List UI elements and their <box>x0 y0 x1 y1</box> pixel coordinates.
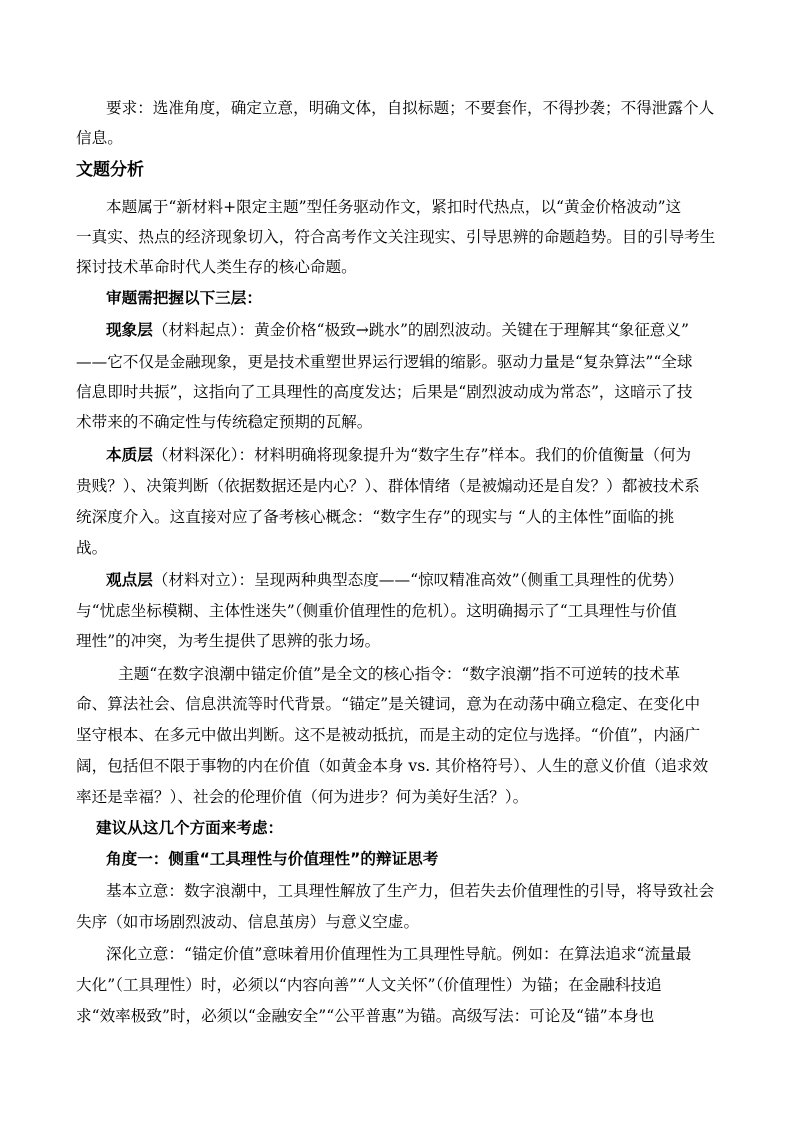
suggest-title <box>96 818 283 838</box>
angle1-deep-line-2: 大化”（工具理性）时，必须以“内容向善”“人文关怀”（价值理性）为锚；在金融科技追 <box>76 976 662 994</box>
theme-line-1: 主题“在数字浪潮中锚定价值”是全文的核心指令：“数字浪潮”指不可逆转的技术革 <box>118 665 681 683</box>
requirement-line-2: 信息。 <box>76 129 123 147</box>
layers-title-text: 审题需把握以下三层： <box>106 289 262 307</box>
angle1-basic-line-1: 基本立意：数字浪潮中，工具理性解放了生产力，但若失去价值理性的引导，将导致社会 <box>106 882 715 900</box>
layer2-line-4: 战。 <box>76 539 108 557</box>
layer2-line-2: 贵贱？）、决策判断（依据数据还是内心？）、群体情绪（是被煽动还是自发？）都被技术系 <box>76 477 700 495</box>
section-title: 文题分析 <box>76 160 144 180</box>
layer3-line-3: 理性”的冲突，为考生提供了思辨的张力场。 <box>76 632 381 650</box>
layer1-text-1: （材料起点）：黄金价格“极致→跳水”的剧烈波动。关键在于理解其“象征意义” <box>152 321 689 339</box>
angle1-title-text: 角度一：侧重“工具理性与价值理性”的辩证思考 <box>106 850 439 868</box>
layer1-line-3: 信息即时共振”，这指向了工具理性的高度发达；后果是“剧烈波动成为常态”，这暗示了技 <box>76 383 693 401</box>
angle1-deep-line-1: 深化立意：“锚定价值”意味着用价值理性为工具理性导航。例如：在算法追求“流量最 <box>106 945 692 963</box>
intro-line-1: 本题属于“新材料+限定主题”型任务驱动作文，紧扣时代热点，以“黄金价格波动”这 <box>106 198 682 216</box>
intro-line-2: 一真实、热点的经济现象切入，符合高考作文关注现实、引导思辨的命题趋势。目的引导考生 <box>76 228 716 246</box>
layer1-line-2: ——它不仅是金融现象，更是技术重塑世界运行逻辑的缩影。驱动力量是“复杂算法”“全球 <box>76 353 693 371</box>
layer1-label: 现象层 <box>106 321 153 339</box>
layer2-line-3: 统深度介入。这直接对应了备考核心概念：“数字生存”的现实与 “人的主体性”面临的挑 <box>76 508 675 526</box>
theme-line-4: 阔，包括但不限于事物的内在价值（如黄金本身 vs. 其价格符号）、人生的意义价值（追求效 <box>76 757 709 775</box>
angle1-deep-line-3: 求“效率极致”时，必须以“金融安全”“公平普惠”为锚。高级写法：可论及“锚”本身也 <box>76 1007 655 1025</box>
layer3-text-1: （材料对立）：呈现两种典型态度——“惊叹精准高效”（侧重工具理性的优势） <box>152 571 684 589</box>
theme-line-2: 命、算法社会、信息洪流等时代背景。“锚定”是关键词，意为在动荡中确立稳定、在变化中 <box>76 695 701 713</box>
intro-line-3: 探讨技术革命时代人类生存的核心命题。 <box>76 258 357 276</box>
layer3-line-1 <box>106 570 683 590</box>
theme-line-3: 坚守根本、在多元中做出判断。这不是被动抵抗，而是主动的定位与选择。“价值”，内涵广 <box>76 726 701 744</box>
theme-line-5: 率还是幸福？）、社会的伦理价值（何为进步？何为美好生活？）。 <box>76 788 529 806</box>
layers-title <box>106 288 262 308</box>
layer3-label: 观点层 <box>106 571 153 589</box>
angle1-title <box>106 849 438 869</box>
angle1-basic-line-2: 失序（如市场剧烈波动、信息茧房）与意义空虚。 <box>76 913 420 931</box>
suggest-title-text: 建议从这几个方面来考虑： <box>96 819 284 837</box>
requirement-line-1: 要求：选准角度，确定立意，明确文体，自拟标题；不要套作，不得抄袭；不得泄露个人 <box>106 99 715 117</box>
layer2-text-1: （材料深化）：材料明确将现象提升为“数字生存”样本。我们的价值衡量（何为 <box>152 446 692 464</box>
layer1-line-1 <box>106 320 689 340</box>
layer2-label: 本质层 <box>106 446 153 464</box>
layer3-line-2: 与“忧虑坐标模糊、主体性迷失”（侧重价值理性的危机）。这明确揭示了“工具理性与价值 <box>76 602 677 620</box>
layer1-line-4: 术带来的不确定性与传统稳定预期的瓦解。 <box>76 413 373 431</box>
layer2-line-1 <box>106 445 691 465</box>
